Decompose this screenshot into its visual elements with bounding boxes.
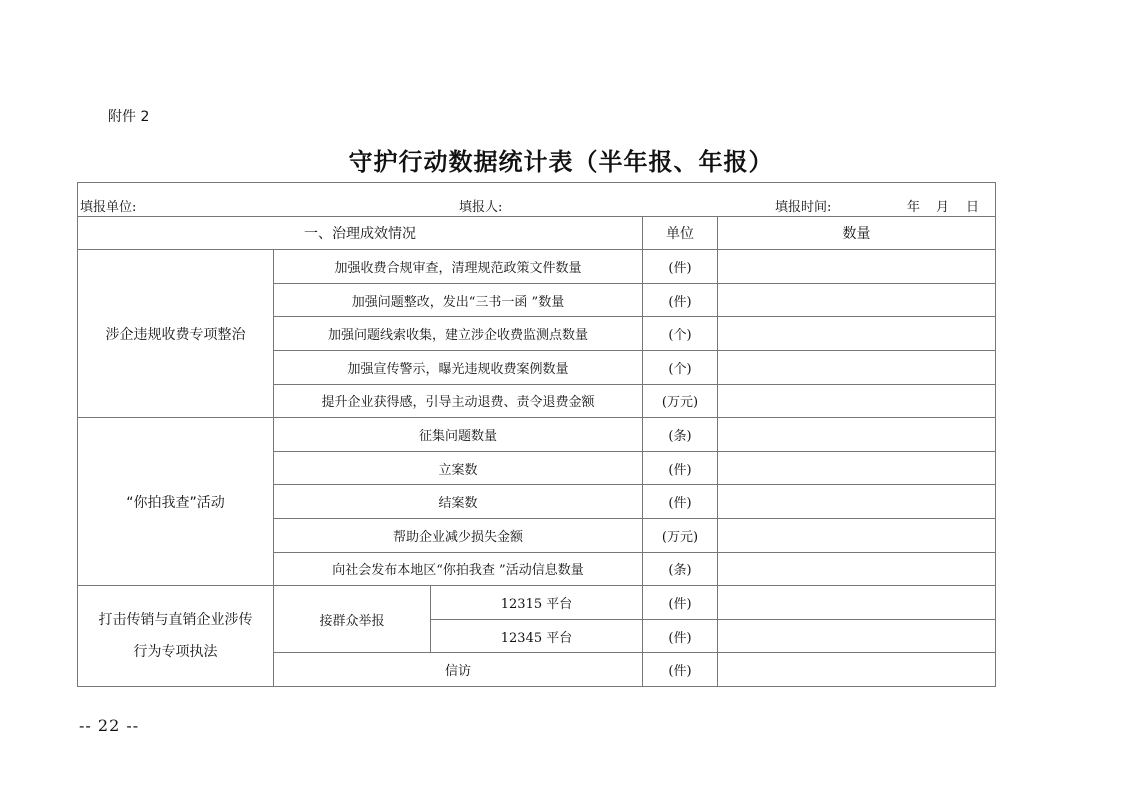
- quantity-cell[interactable]: [718, 586, 996, 620]
- unit-header: 单位: [643, 216, 718, 250]
- page-number: -- 22 --: [79, 716, 140, 735]
- unit-cell: (件): [643, 485, 718, 519]
- quantity-cell[interactable]: [718, 384, 996, 418]
- item-label: 加强问题线索收集，建立涉企收费监测点数量: [274, 317, 643, 351]
- quantity-cell[interactable]: [718, 619, 996, 653]
- unit-cell: (件): [643, 283, 718, 317]
- unit-cell: (万元): [643, 384, 718, 418]
- item-label: 向社会发布本地区“你拍我查 ”活动信息数量: [274, 552, 643, 586]
- quantity-cell[interactable]: [718, 418, 996, 452]
- unit-cell: (条): [643, 552, 718, 586]
- subgroup-label: 接群众举报: [274, 586, 431, 653]
- item-label: 12345 平台: [431, 619, 643, 653]
- item-label: 提升企业获得感，引导主动退费、责令退费金额: [274, 384, 643, 418]
- quantity-cell[interactable]: [718, 283, 996, 317]
- annex-label: 附件 2: [108, 109, 150, 125]
- group-label-line1: 打击传销与直销企业涉传: [98, 612, 253, 629]
- quantity-cell[interactable]: [718, 350, 996, 384]
- quantity-cell[interactable]: [718, 653, 996, 687]
- unit-cell: (件): [643, 250, 718, 284]
- item-label: 加强收费合规审查，清理规范政策文件数量: [274, 250, 643, 284]
- fill-month: 月: [936, 200, 950, 215]
- quantity-cell[interactable]: [718, 250, 996, 284]
- quantity-cell[interactable]: [718, 518, 996, 552]
- unit-cell: (件): [643, 586, 718, 620]
- unit-cell: (条): [643, 418, 718, 452]
- table-header-row: [78, 216, 996, 250]
- item-label: 加强问题整改，发出“三书一函 ”数量: [274, 283, 643, 317]
- section-heading: 一、治理成效情况: [78, 216, 643, 250]
- table-row: [78, 250, 996, 284]
- page-title: 守护行动数据统计表（半年报、年报）: [348, 147, 774, 176]
- unit-cell: (个): [643, 350, 718, 384]
- group-label: [78, 586, 274, 687]
- item-label: 征集问题数量: [274, 418, 643, 452]
- fill-time-label: 填报时间:: [775, 200, 832, 215]
- table-row: [78, 418, 996, 452]
- unit-cell: (件): [643, 619, 718, 653]
- group-label: “你拍我查”活动: [78, 418, 274, 586]
- quantity-cell[interactable]: [718, 451, 996, 485]
- fill-person-label: 填报人:: [459, 200, 503, 215]
- form-info-row: [78, 183, 996, 217]
- group-label: 涉企违规收费专项整治: [78, 250, 274, 418]
- item-label: 信访: [274, 653, 643, 687]
- unit-cell: (个): [643, 317, 718, 351]
- item-label: 帮助企业减少损失金额: [274, 518, 643, 552]
- fill-year: 年: [907, 200, 921, 215]
- quantity-cell[interactable]: [718, 485, 996, 519]
- quantity-cell[interactable]: [718, 317, 996, 351]
- unit-cell: (件): [643, 451, 718, 485]
- item-label: 立案数: [274, 451, 643, 485]
- unit-cell: (件): [643, 653, 718, 687]
- table-row: [78, 586, 996, 620]
- item-label: 结案数: [274, 485, 643, 519]
- group-label-line2: 行为专项执法: [133, 644, 218, 661]
- unit-cell: (万元): [643, 518, 718, 552]
- fill-day: 日: [966, 200, 980, 215]
- item-label: 12315 平台: [431, 586, 643, 620]
- statistics-table: [77, 182, 996, 687]
- fill-unit-label: 填报单位:: [80, 200, 137, 215]
- quantity-cell[interactable]: [718, 552, 996, 586]
- item-label: 加强宣传警示，曝光违规收费案例数量: [274, 350, 643, 384]
- quantity-header: 数量: [718, 216, 996, 250]
